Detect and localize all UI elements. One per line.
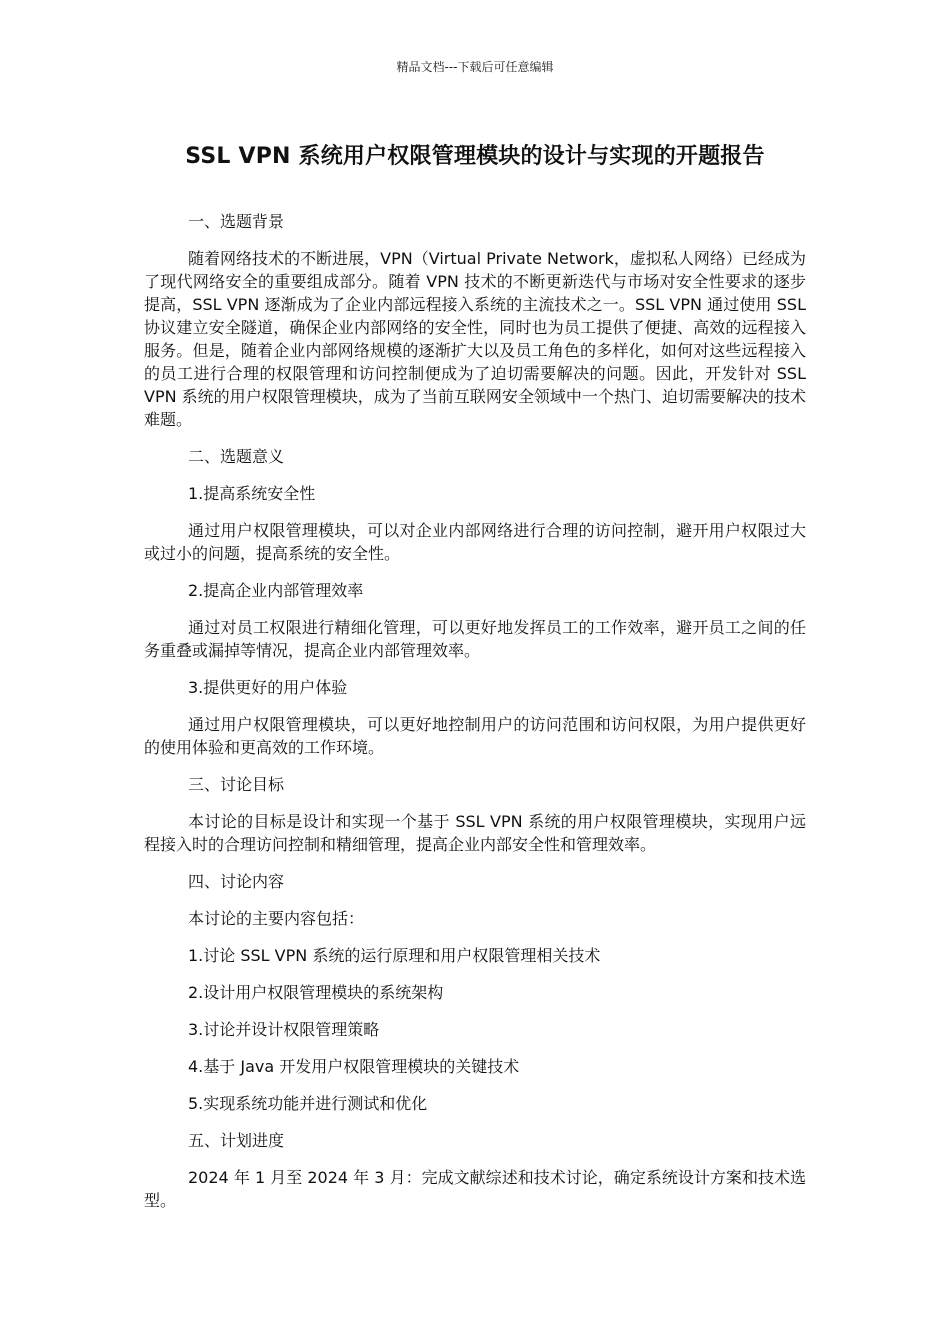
document-body <box>144 210 806 1226</box>
list-item: 4.基于 Java 开发用户权限管理模块的关键技术 <box>188 1057 520 1076</box>
section-heading-goals: 三、讨论目标 <box>188 775 285 794</box>
paragraph-content-intro: 本讨论的主要内容包括： <box>188 909 365 928</box>
paragraph-efficiency: 通过对员工权限进行精细化管理，可以更好地发挥员工的工作效率，避开员工之间的任务重叠或漏掉等情况，提高企业内部管理效率。 <box>144 618 806 660</box>
subheading-efficiency: 2.提高企业内部管理效率 <box>188 581 364 600</box>
subheading-security: 1.提高系统安全性 <box>188 484 316 503</box>
section-heading-background: 一、选题背景 <box>188 212 285 231</box>
paragraph-goals: 本讨论的目标是设计和实现一个基于 SSL VPN 系统的用户权限管理模块，实现用户远程接入时的合理访问控制和精细管理，提高企业内部安全性和管理效率。 <box>144 812 806 854</box>
subheading-user-experience: 3.提供更好的用户体验 <box>188 678 348 697</box>
section-heading-significance: 二、选题意义 <box>188 447 285 466</box>
paragraph-schedule: 2024 年 1 月至 2024 年 3 月：完成文献综述和技术讨论，确定系统设计方案和技术选型。 <box>144 1168 806 1210</box>
page-header: 精品文档---下载后可任意编辑 <box>396 60 554 74</box>
section-heading-schedule: 五、计划进度 <box>188 1131 285 1150</box>
list-item: 2.设计用户权限管理模块的系统架构 <box>188 983 444 1002</box>
document-title: SSL VPN 系统用户权限管理模块的设计与实现的开题报告 <box>185 144 765 169</box>
paragraph-security: 通过用户权限管理模块，可以对企业内部网络进行合理的访问控制，避开用户权限过大或过小的问题，提高系统的安全性。 <box>144 521 806 563</box>
paragraph-background: 随着网络技术的不断进展，VPN（Virtual Private Network，虚拟私人网络）已经成为了现代网络安全的重要组成部分。随着 VPN 技术的不断更新迭代与市场对安全性要求的逐步提高，SSL VPN 逐渐成为了企业内部远程接入系统的主流技术之一。SSL VPN 通过使用 SSL 协议建立安全隧道，确保企业内部网络的安全性，同时也为员工提供了便捷、高效的远程接入服务。但是，随着企业内部网络规模的逐渐扩大以及员工角色的多样化，如何对这些远程接入的员工进行合理的权限管理和访问控制便成为了迫切需要解决的问题。因此，开发针对 SSL VPN 系统的用户权限管理模块，成为了当前互联网安全领域中一个热门、迫切需要解决的技术难题。 <box>144 249 806 429</box>
list-item: 3.讨论并设计权限管理策略 <box>188 1020 380 1039</box>
paragraph-user-experience: 通过用户权限管理模块，可以更好地控制用户的访问范围和访问权限，为用户提供更好的使用体验和更高效的工作环境。 <box>144 715 806 757</box>
section-heading-content: 四、讨论内容 <box>188 872 285 891</box>
list-item: 5.实现系统功能并进行测试和优化 <box>188 1094 428 1113</box>
list-item: 1.讨论 SSL VPN 系统的运行原理和用户权限管理相关技术 <box>188 946 601 965</box>
